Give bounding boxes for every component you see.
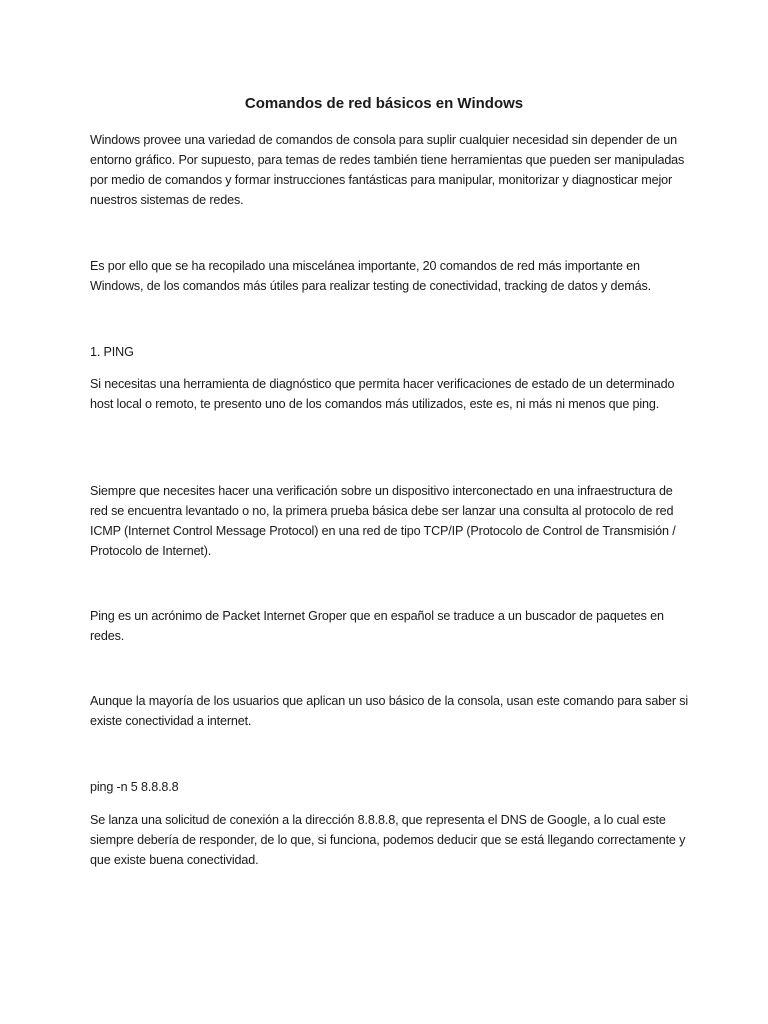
collection-paragraph: Es por ello que se ha recopilado una miscelánea importante, 20 comandos de red más importante en Windows, de los comandos más útiles para realizar testing de conectividad, tracking de datos y demás. [90,259,651,293]
section-heading-ping: 1. PING [90,345,134,359]
command-example: ping -n 5 8.8.8.8 [90,780,179,794]
document-title: Comandos de red básicos en Windows [244,95,524,112]
connectivity-paragraph: Aunque la mayoría de los usuarios que aplican un uso básico de la consola, usan este comando para saber si existe conectividad a internet. [90,694,689,728]
ping-description-paragraph: Si necesitas una herramienta de diagnóstico que permita hacer verificaciones de estado de un determinado host local o remoto, te presento uno de los comandos más utilizados, este es, ni más ni menos que ping. [90,377,675,411]
icmp-paragraph: Siempre que necesites hacer una verificación sobre un dispositivo interconectado en una infraestructura de red se encuentra levantado o no, la primera prueba básica debe ser lanzar una consulta al protocolo de red ICMP (Internet Control Message Protocol) en una red de tipo TCP/IP (Protocolo de Control de Transmisión / Protocolo de Internet). [90,484,676,558]
command-explanation-paragraph: Se lanza una solicitud de conexión a la dirección 8.8.8.8, que representa el DNS de Google, a lo cual este siempre debería de responder, de lo que, si funciona, podemos deducir que se está llegando correctamente y que existe buena conectividad. [90,813,686,867]
intro-paragraph: Windows provee una variedad de comandos de consola para suplir cualquier necesidad sin depender de un entorno gráfico. Por supuesto, para temas de redes también tiene herramientas que pueden ser manipuladas por medio de comandos y formar instrucciones fantásticas para manipular, monitorizar y diagnosticar mejor nuestros sistemas de redes. [90,133,685,207]
acronym-paragraph: Ping es un acrónimo de Packet Internet Groper que en español se traduce a un buscador de paquetes en redes. [90,609,664,643]
